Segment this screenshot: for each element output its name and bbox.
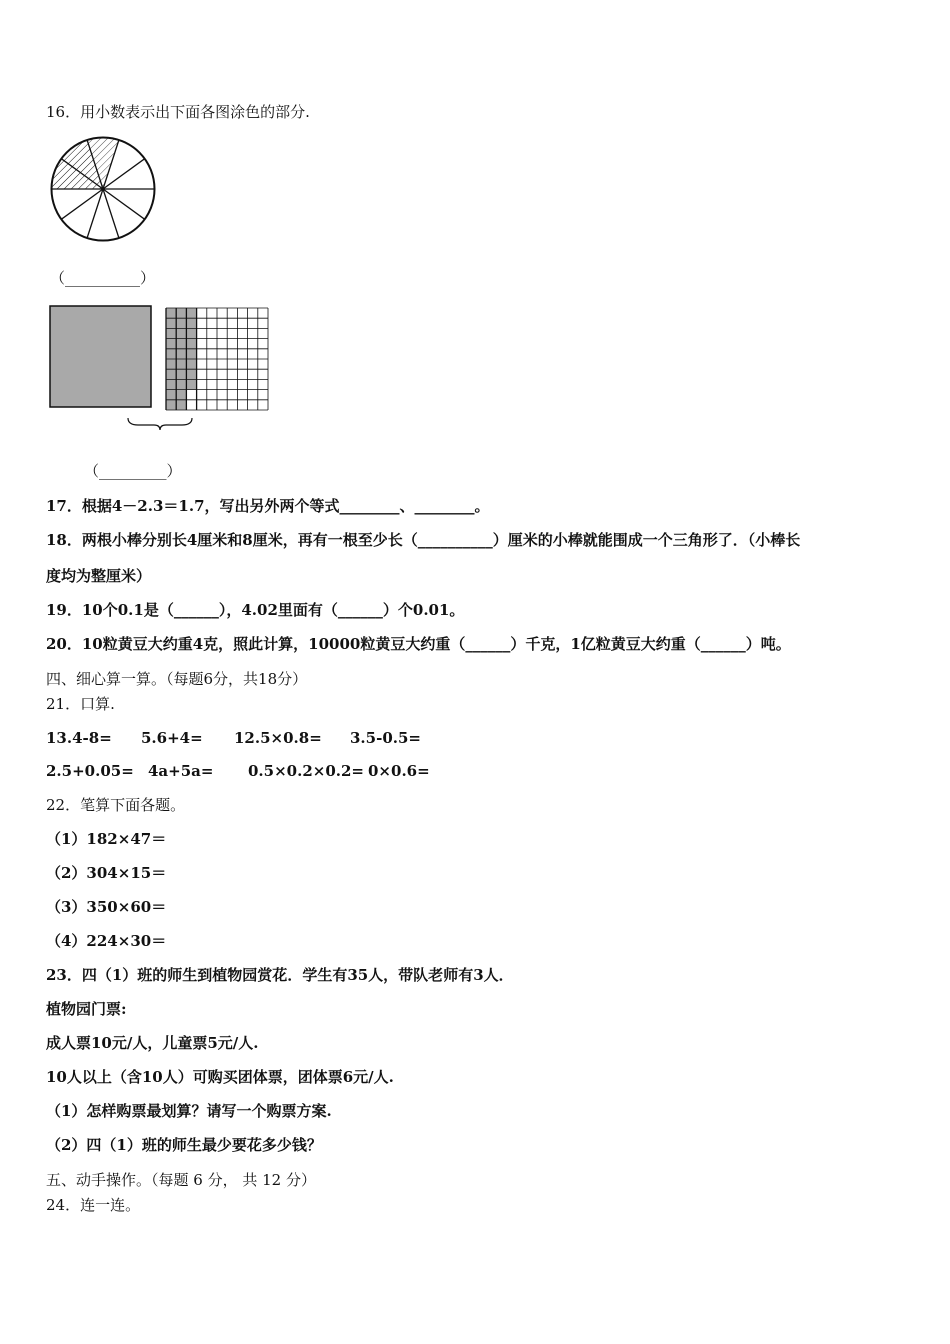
q23-ticket-prices: 成人票10元/人，儿童票5元/人. bbox=[46, 1034, 259, 1052]
q22-item-2: （2）304×15＝ bbox=[46, 864, 167, 882]
q23-part-1: （1）怎样购票最划算？请写一个购票方案. bbox=[46, 1102, 332, 1120]
section-5-heading: 五、动手操作。（每题 6 分， 共 12 分） bbox=[46, 1171, 316, 1189]
section-4-heading: 四、细心算一算。（每题6分，共18分） bbox=[46, 670, 308, 688]
q19-text: 19．10个0.1是（______），4.02里面有（______）个0.01。 bbox=[46, 601, 465, 619]
q21-title: 21．口算. bbox=[46, 695, 115, 713]
q22-title: 22．笔算下面各题。 bbox=[46, 796, 186, 814]
q18-line-2: 度均为整厘米） bbox=[46, 567, 152, 585]
q21-r2-c4: 0×0.6= bbox=[368, 762, 430, 780]
q23-group-rule: 10人以上（含10人）可购买团体票，团体票6元/人. bbox=[46, 1068, 394, 1086]
q21-r2-c2: 4a+5a= bbox=[148, 762, 214, 780]
circle-figure bbox=[48, 134, 158, 244]
q20-text: 20．10粒黄豆大约重4克，照此计算，10000粒黄豆大约重（______）千克，1亿粒黄豆大约重（______）吨。 bbox=[46, 635, 791, 653]
q16-title: 16．用小数表示出下面各图涂色的部分. bbox=[46, 103, 310, 121]
q22-item-1: （1）182×47＝ bbox=[46, 830, 167, 848]
q21-r1-c2: 5.6+4= bbox=[141, 729, 203, 747]
q21-r1-c4: 3.5-0.5= bbox=[350, 729, 421, 747]
q17-text: 17．根据4－2.3＝1.7，写出另外两个等式________、________。 bbox=[46, 497, 490, 515]
q23-title: 23．四（1）班的师生到植物园赏花．学生有35人，带队老师有3人． bbox=[46, 966, 514, 984]
q22-item-4: （4）224×30＝ bbox=[46, 932, 167, 950]
q16-answer-blank-1[interactable]: （__________） bbox=[50, 269, 156, 287]
q21-r1-c3: 12.5×0.8= bbox=[234, 729, 322, 747]
q18-line-1: 18．两根小棒分别长4厘米和8厘米，再有一根至少长（__________）厘米的小棒就能围成一个三角形了．（小棒长 bbox=[46, 531, 801, 549]
q22-item-3: （3）350×60＝ bbox=[46, 898, 167, 916]
square-grid-figure bbox=[46, 302, 276, 437]
q21-r1-c1: 13.4-8= bbox=[46, 729, 112, 747]
q16-answer-blank-2[interactable]: （_________） bbox=[84, 462, 182, 480]
q21-r2-c3: 0.5×0.2×0.2= bbox=[248, 762, 364, 780]
q23-part-2: （2）四（1）班的师生最少要花多少钱？ bbox=[46, 1136, 322, 1154]
q21-r2-c1: 2.5+0.05= bbox=[46, 762, 134, 780]
q23-ticket-heading: 植物园门票: bbox=[46, 1000, 127, 1018]
q24-title: 24．连一连。 bbox=[46, 1196, 141, 1214]
